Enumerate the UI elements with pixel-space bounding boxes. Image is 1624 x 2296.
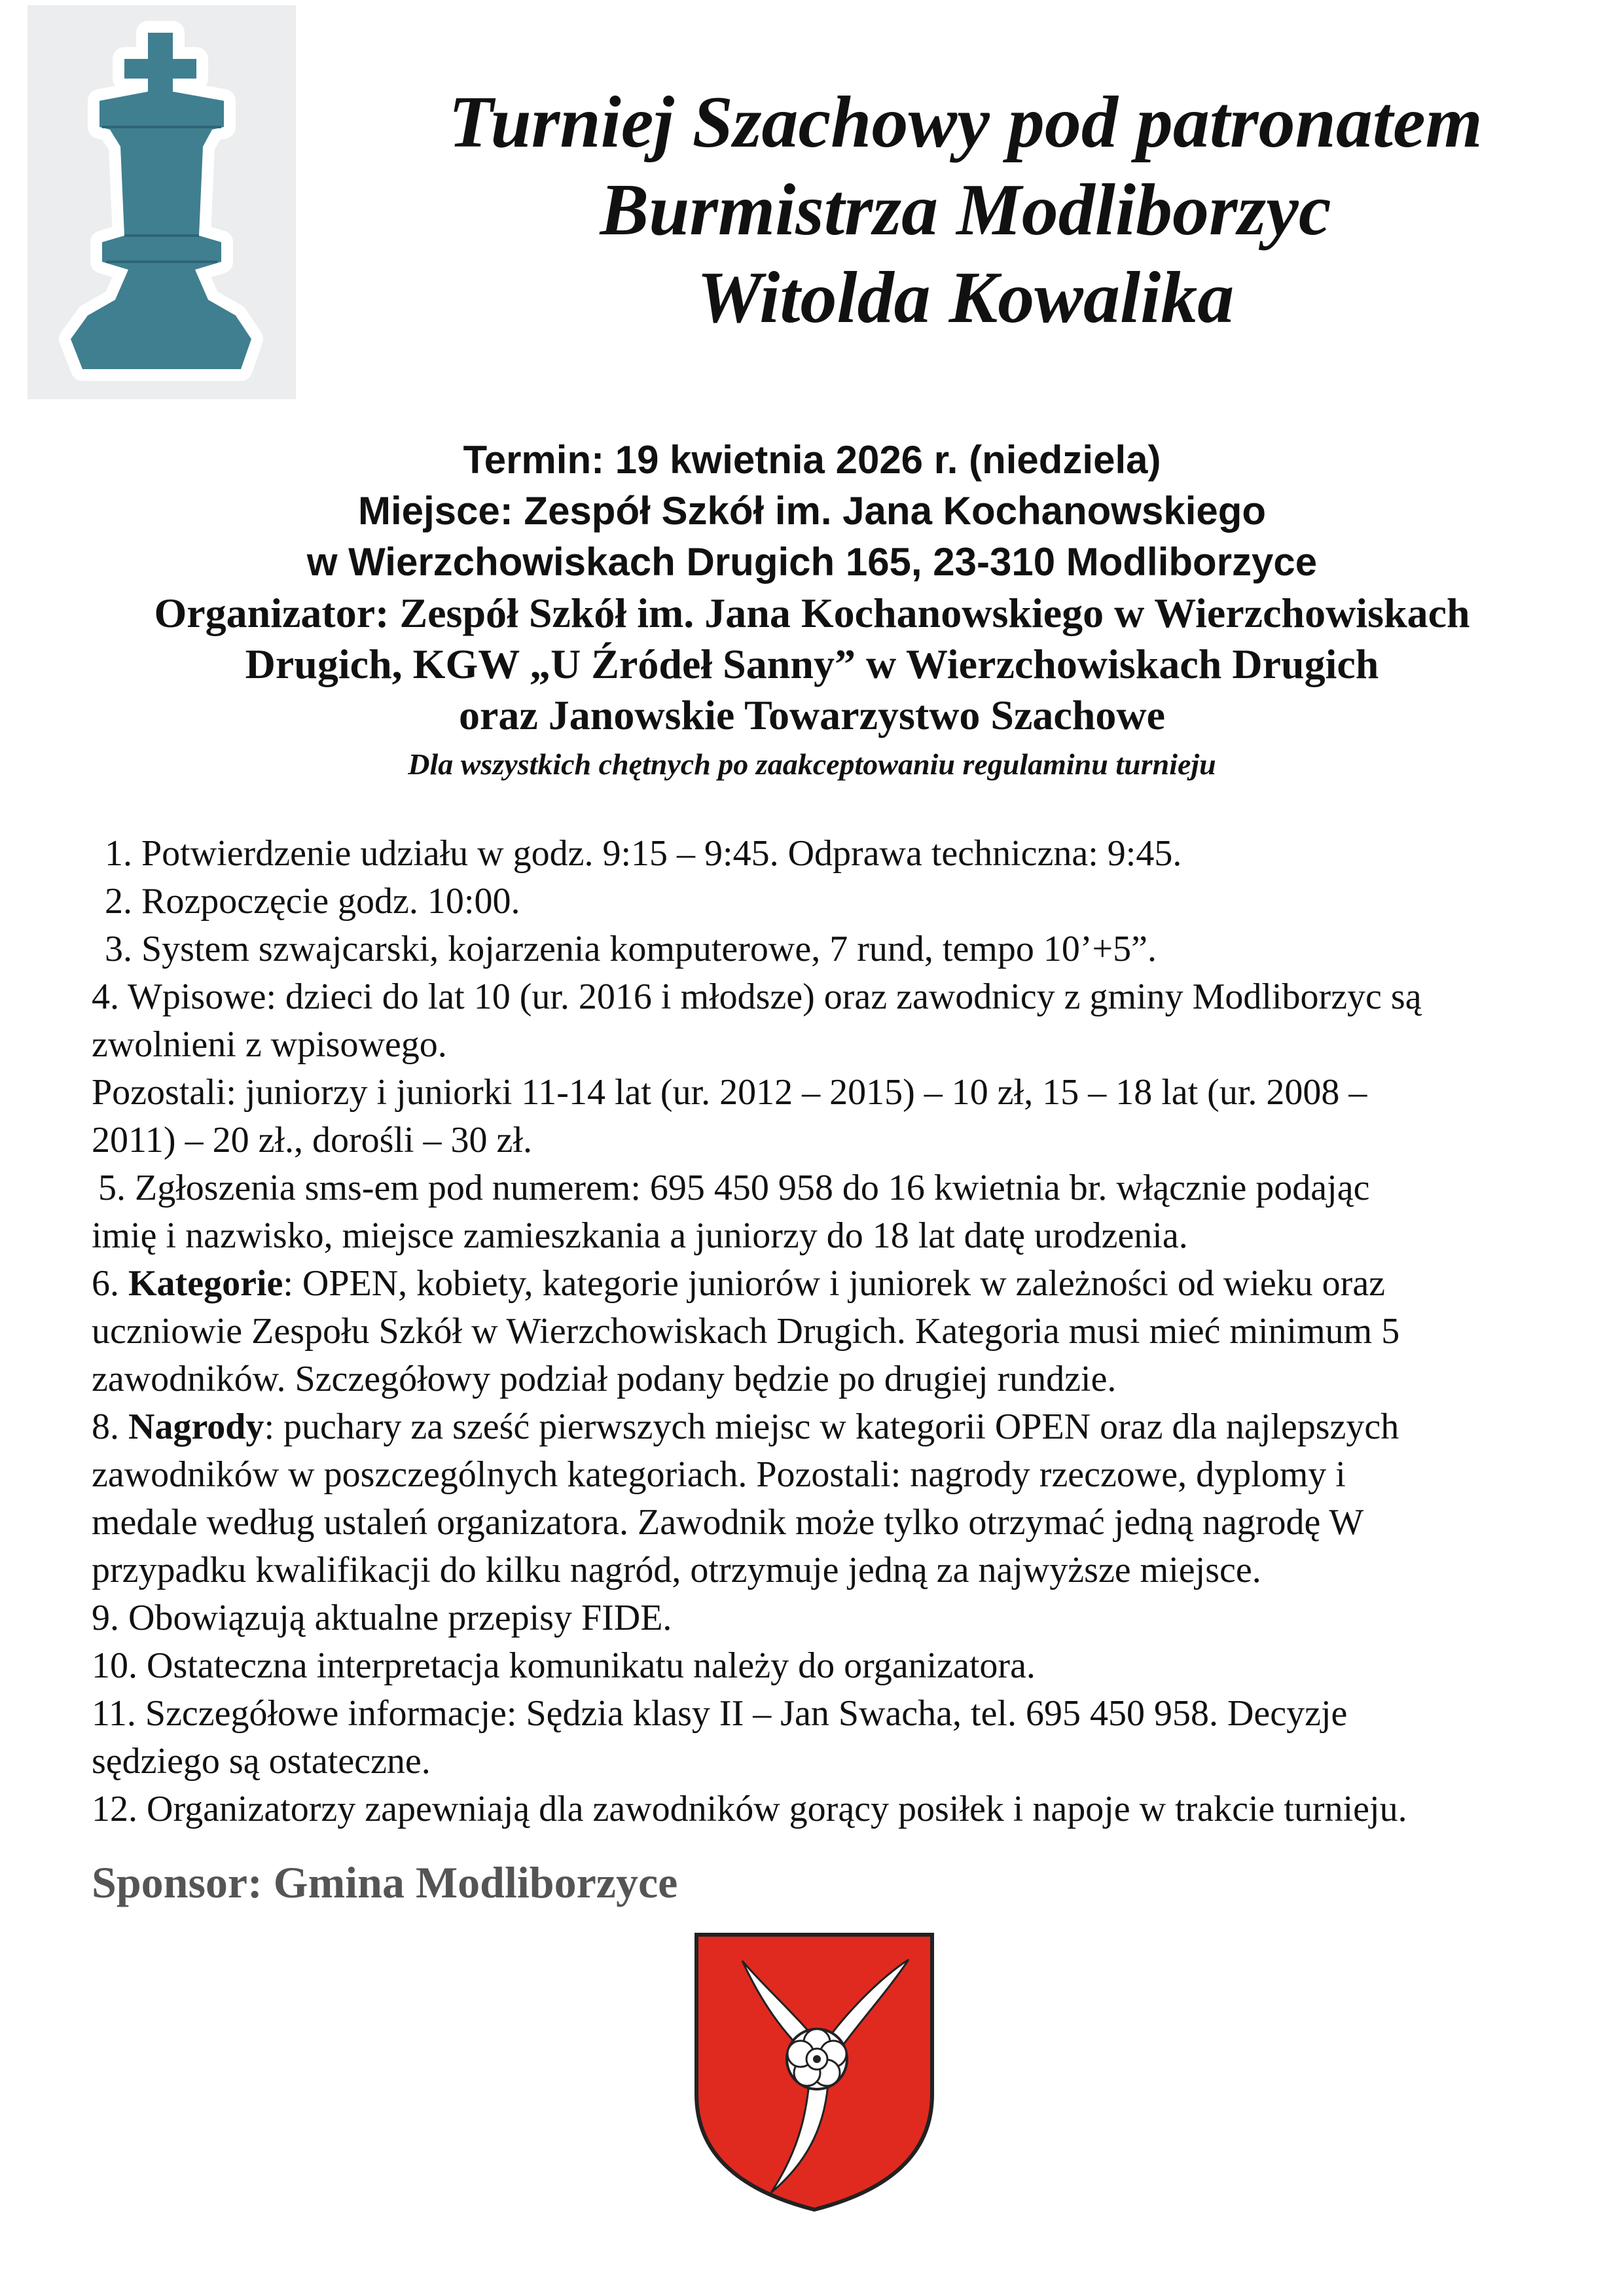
rule-6-label: Kategorie	[128, 1263, 283, 1304]
rule-8-label: Nagrody	[128, 1407, 264, 1447]
rule-12: 12. Organizatorzy zapewniają dla zawodników gorący posiłek i napoje w trakcie turnieju.	[92, 1789, 1407, 1829]
rule-4-line-4: 2011) – 20 zł., dorośli – 30 zł.	[92, 1120, 532, 1160]
organizer-line-3: oraz Janowskie Towarzystwo Szachowe	[458, 692, 1166, 738]
rule-3: 3. System szwajcarski, kojarzenia komputerowe, 7 rund, tempo 10’+5”.	[105, 929, 1157, 969]
event-address: w Wierzchowiskach Drugich 165, 23-310 Modliborzyce	[306, 540, 1318, 584]
rule-6-number: 6.	[92, 1263, 128, 1304]
rule-8-line-3: medale według ustaleń organizatora. Zawodnik może tylko otrzymać jedną nagrodę W	[92, 1502, 1364, 1543]
organizer-line-1: Organizator: Zespół Szkół im. Jana Kochanowskiego w Wierzchowiskach	[154, 590, 1470, 636]
rule-4-line-3: Pozostali: juniorzy i juniorki 11-14 lat (ur. 2012 – 2015) – 10 zł, 15 – 18 lat (ur. 2008 –	[92, 1072, 1367, 1113]
rule-6-text: : OPEN, kobiety, kategorie juniorów i juniorek w zależności od wieku oraz	[283, 1263, 1386, 1304]
title-line-2: Burmistrza Modliborzyc	[600, 170, 1331, 251]
rule-6-line-2: uczniowie Zespołu Szkół w Wierzchowiskach Drugich. Kategoria musi mieć minimum 5	[92, 1311, 1400, 1352]
rule-1: 1. Potwierdzenie udziału w godz. 9:15 – 9:45. Odprawa techniczna: 9:45.	[105, 833, 1182, 874]
rule-6-line-3: zawodników. Szczegółowy podział podany będzie po drugiej rundzie.	[92, 1359, 1117, 1399]
rules-list	[92, 830, 1597, 1833]
rule-5-line-2: imię i nazwisko, miejsce zamieszkania a juniorzy do 18 lat datę urodzenia.	[92, 1215, 1188, 1256]
rule-11-line-1: 11. Szczegółowe informacje: Sędzia klasy II – Jan Swacha, tel. 695 450 958. Decyzje	[92, 1693, 1348, 1734]
rule-8-line-1	[92, 1403, 1597, 1451]
rule-8-text: : puchary za sześć pierwszych miejsc w kategorii OPEN oraz dla najlepszych	[264, 1407, 1399, 1447]
eligibility-note: Dla wszystkich chętnych po zaakceptowaniu regulaminu turnieju	[408, 747, 1216, 781]
rule-8-number: 8.	[92, 1407, 128, 1447]
tournament-title	[367, 79, 1564, 342]
title-line-3: Witolda Kowalika	[696, 257, 1235, 338]
rule-9: 9. Obowiązują aktualne przepisy FIDE.	[92, 1598, 672, 1638]
rule-2: 2. Rozpoczęcie godz. 10:00.	[105, 881, 520, 922]
sponsor-label: Sponsor: Gmina Modliborzyce	[92, 1857, 678, 1907]
event-venue: Miejsce: Zespół Szkół im. Jana Kochanowskiego	[357, 489, 1267, 533]
coat-of-arms-icon	[693, 1931, 936, 2214]
coat-of-arms	[693, 1931, 936, 2214]
rule-8-line-4: przypadku kwalifikacji do kilku nagród, otrzymuje jedną za najwyższe miejsce.	[92, 1550, 1261, 1590]
rule-4-line-1: 4. Wpisowe: dzieci do lat 10 (ur. 2016 i młodsze) oraz zawodnicy z gminy Modliborzyc są	[92, 977, 1422, 1017]
chess-king-logo	[27, 5, 296, 399]
rule-6-line-1	[92, 1260, 1597, 1308]
event-date: Termin: 19 kwietnia 2026 r. (niedziela)	[463, 438, 1161, 482]
rule-8-line-2: zawodników w poszczególnych kategoriach. Pozostali: nagrody rzeczowe, dyplomy i	[92, 1454, 1346, 1495]
rule-10: 10. Ostateczna interpretacja komunikatu należy do organizatora.	[92, 1645, 1036, 1686]
rule-5-line-1: 5. Zgłoszenia sms-em pod numerem: 695 450 958 do 16 kwietnia br. włącznie podając	[98, 1168, 1370, 1208]
organizer-line-2: Drugich, KGW „U Źródeł Sanny” w Wierzchowiskach Drugich	[245, 641, 1379, 687]
title-line-1: Turniej Szachowy pod patronatem	[448, 82, 1483, 163]
chess-king-icon	[27, 5, 296, 399]
rule-4-line-2: zwolnieni z wpisowego.	[92, 1024, 447, 1065]
rule-11-line-2: sędziego są ostateczne.	[92, 1741, 431, 1782]
